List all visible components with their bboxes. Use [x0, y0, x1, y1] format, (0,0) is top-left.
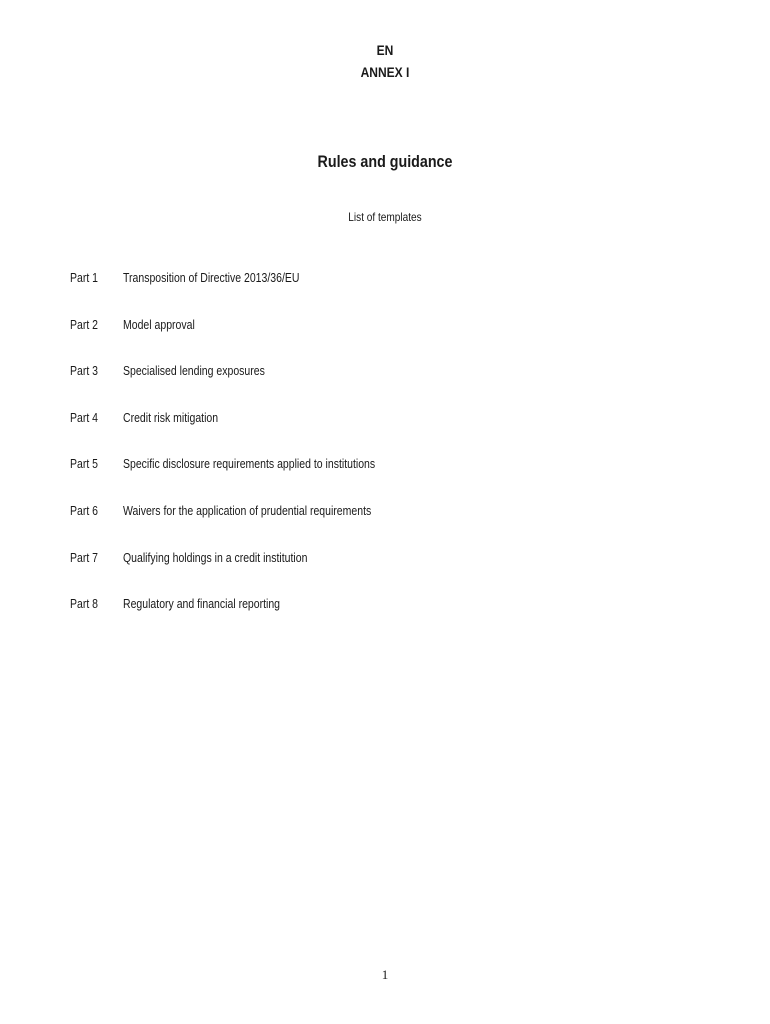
- part-number: Part 3: [70, 364, 99, 379]
- page-number: 1: [381, 967, 389, 982]
- part-number: Part 5: [70, 457, 99, 472]
- part-title: Waivers for the application of prudential requirements: [123, 503, 372, 518]
- part-number: Part 6: [70, 503, 99, 518]
- list-item: [70, 315, 730, 362]
- part-number: Part 8: [70, 597, 99, 612]
- language-label: EN: [376, 42, 394, 58]
- part-title: Specific disclosure requirements applied to institutions: [123, 457, 376, 472]
- part-number: Part 2: [70, 317, 99, 332]
- part-title: Transposition of Directive 2013/36/EU: [123, 271, 300, 285]
- document-title: Rules and guidance: [317, 152, 453, 171]
- part-title: Model approval: [123, 317, 195, 332]
- list-item: [70, 548, 730, 595]
- part-number: Part 4: [70, 410, 99, 425]
- part-title: Regulatory and financial reporting: [123, 597, 281, 612]
- part-number: Part 1: [70, 271, 99, 285]
- list-item: [70, 594, 730, 641]
- list-item: [70, 408, 730, 455]
- part-number: Part 7: [70, 550, 99, 565]
- annex-label: ANNEX I: [360, 64, 410, 80]
- list-item: [70, 268, 730, 315]
- part-title: Credit risk mitigation: [123, 410, 219, 425]
- list-item: [70, 361, 730, 408]
- part-title: Specialised lending exposures: [123, 364, 265, 379]
- list-item: [70, 501, 730, 548]
- document-subtitle: List of templates: [348, 210, 422, 224]
- templates-list: [70, 268, 730, 641]
- list-item: [70, 454, 730, 501]
- part-title: Qualifying holdings in a credit institution: [123, 550, 308, 565]
